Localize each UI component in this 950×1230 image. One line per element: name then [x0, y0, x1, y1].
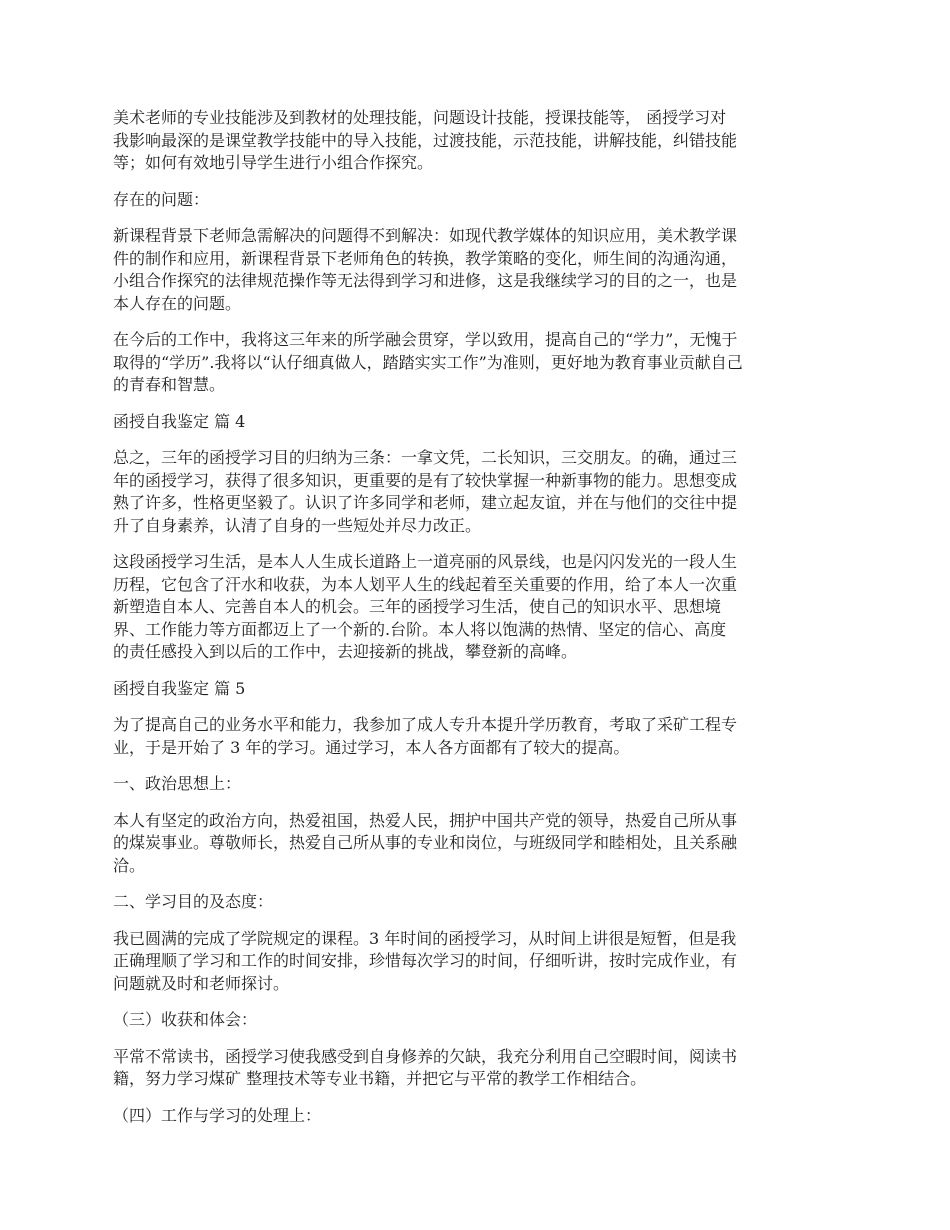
paragraph-study-attitude: 我已圆满的完成了学院规定的课程。3 年时间的函授学习，从时间上讲很是短暂，但是我 正确理顺了学习和工作的时间安排，珍惜每次学习的时间，仔细听讲，按时完成作业，有 问题就及时和老师探讨。	[113, 928, 738, 993]
paragraph-study-life: 这段函授学习生活，是本人人生成长道路上一道亮丽的风景线，也是闪闪发光的一段人生 历程，它包含了汗水和收获，为本人划平人生的线起着至关重要的作用，给了本人一次重 新塑造自本人、完善自本人的机会。三年的函授学习生活，使自己的知识水平、思想境 界、工作能力等方面都迈上了一个新的.台阶。本人将以饱满的热情、坚定的信心、高度 的责任感投入到以后的工作中，去迎接新的挑战，攀登新的高峰。	[113, 552, 738, 661]
heading-problems: 存在的问题：	[113, 189, 210, 209]
paragraph-political: 本人有坚定的政治方向，热爱祖国，热爱人民，拥护中国共产党的领导，热爱自己所从事 的煤炭事业。尊敬师长，热爱自己所从事的专业和岗位，与班级同学和睦相处，且关系融 洽。	[113, 810, 738, 875]
paragraph-enrollment: 为了提高自己的业务水平和能力，我参加了成人专升本提升学历教育，考取了采矿工程专 业，于是开始了 3 年的学习。通过学习，本人各方面都有了较大的提高。	[113, 715, 738, 757]
heading-study-attitude: 二、学习目的及态度：	[113, 892, 274, 911]
heading-work-study: （四）工作与学习的处理上：	[113, 1105, 322, 1125]
paragraph-future-work: 在今后的工作中，我将这三年来的所学融会贯穿，学以致用，提高自己的“学力”，无愧于 取得的“学历”.我将以“认仔细真做人，踏踏实实工作”为准则，更好地为教育事业贡献自己 的青春和智慧。	[113, 330, 743, 394]
paragraph-skills: 美术老师的专业技能涉及到教材的处理技能，问题设计技能，授课技能等， 函授学习对 我影响最深的是课堂教学技能中的导入技能，过渡技能，示范技能，讲解技能，纠错技能 等；如何有效地引导学生进行小组合作探究。	[113, 108, 738, 172]
heading-section-5: 函授自我鉴定 篇 5	[113, 678, 246, 698]
paragraph-gains: 平常不常读书，函授学习使我感受到自身修养的欠缺，我充分利用自己空暇时间，阅读书 籍，努力学习煤矿 整理技术等专业书籍，并把它与平常的教学工作相结合。	[113, 1046, 738, 1088]
paragraph-problems: 新课程背景下老师急需解决的问题得不到解决：如现代教学媒体的知识应用，美术教学课 件的制作和应用，新课程背景下老师角色的转换，教学策略的变化，师生间的沟通沟通， 小组合作探究的法律规范操作等无法得到学习和进修，这是我继续学习的目的之一，也是 本人存在的问题。	[113, 226, 738, 313]
heading-gains: （三）收获和体会：	[113, 1010, 258, 1029]
heading-section-4: 函授自我鉴定 篇 4	[113, 411, 246, 431]
heading-political: 一、政治思想上：	[113, 774, 242, 793]
paragraph-summary: 总之，三年的函授学习目的归纳为三条：一拿文凭，二长知识，三交朋友。的确，通过三 年的函授学习，获得了很多知识，更重要的是有了较快掌握一种新事物的能力。思想变成 熟了许多，性格更坚毅了。认识了许多同学和老师，建立起友谊，并在与他们的交往中提 升了自身素养，认清了自身的一些短处并尽力改正。	[113, 448, 738, 535]
